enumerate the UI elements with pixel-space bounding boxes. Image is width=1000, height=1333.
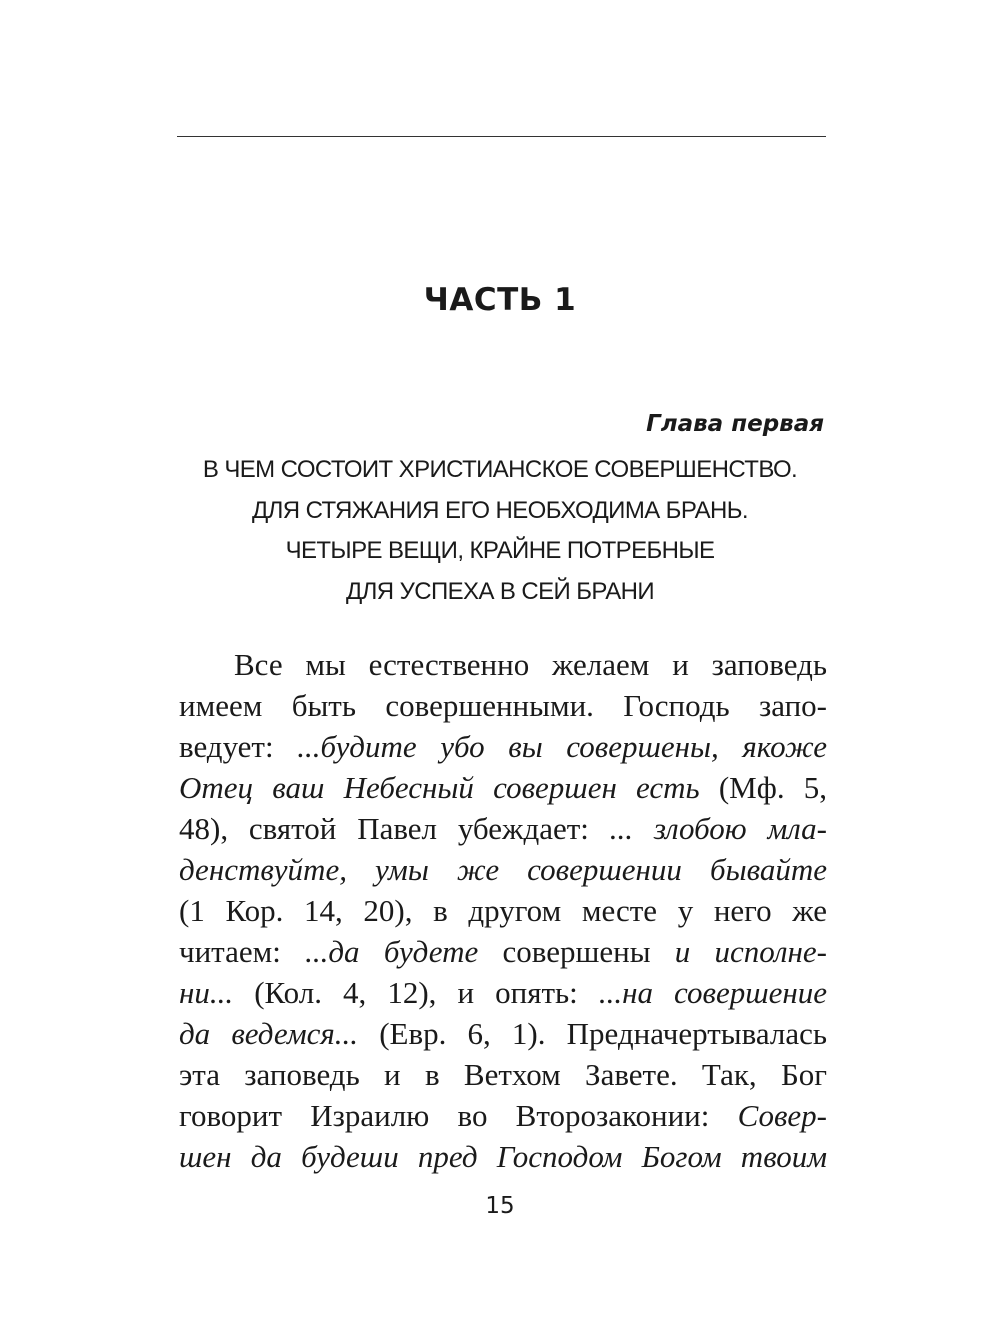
body-line (179, 1054, 827, 1095)
italic-quote: ...да будете (305, 934, 479, 969)
chapter-heading (0, 450, 1000, 612)
body-line (179, 931, 827, 972)
body-text-segment: 48), святой Павел убеждает: (179, 811, 610, 846)
body-line (179, 1095, 827, 1136)
chapter-heading-line: ДЛЯ УСПЕХА В СЕЙ БРАНИ (346, 577, 654, 605)
header-rule (177, 136, 826, 137)
body-text-segment: говорит Израилю во Второзаконии: (179, 1098, 738, 1133)
italic-quote: ...будите убо вы совершены, якоже (297, 729, 828, 764)
body-line (179, 890, 827, 931)
body-line (179, 1136, 827, 1177)
italic-quote: ... злобою мла- (609, 811, 827, 846)
body-line (179, 1013, 827, 1054)
body-line (179, 849, 827, 890)
italic-quote: ни... (179, 975, 234, 1010)
body-text-segment: (Кол. 4, 12), и опять: (233, 975, 599, 1010)
body-line (179, 644, 827, 685)
body-text-segment: (Мф. 5, (699, 770, 828, 805)
italic-quote: да ведемся... (179, 1016, 359, 1051)
chapter-heading-line: В ЧЕМ СОСТОИТ ХРИСТИАНСКОЕ СОВЕРШЕНСТВО. (202, 456, 798, 483)
body-text-segment: ведует: (179, 729, 298, 764)
chapter-heading-line: ДЛЯ СТЯЖАНИЯ ЕГО НЕОБХОДИМА БРАНЬ. (251, 496, 748, 524)
body-text (179, 644, 827, 1177)
body-line (179, 767, 827, 808)
italic-quote: ...на совершение (598, 975, 828, 1010)
body-line (179, 972, 827, 1013)
body-line (179, 685, 827, 726)
body-text-segment: читаем: (179, 934, 306, 969)
italic-quote: шен да будеши пред Господом Богом твоим (179, 1139, 828, 1174)
body-text-segment: эта заповедь и в Ветхом Завете. Так, Бог (179, 1057, 828, 1092)
body-text-segment: (Евр. 6, 1). Предначертывалась (358, 1016, 827, 1051)
italic-quote: и исполне- (674, 934, 828, 969)
italic-quote: денствуйте, умы же совершении бывайте (179, 852, 827, 887)
body-text-segment: имеем быть совершенными. Господь запо- (179, 688, 827, 723)
italic-quote: Совер- (737, 1098, 828, 1133)
body-text-segment: (1 Кор. 14, 20), в другом месте у него же (179, 893, 828, 928)
chapter-heading-line: ЧЕТЫРЕ ВЕЩИ, КРАЙНЕ ПОТРЕБНЫЕ (285, 537, 715, 564)
page-number: 15 (485, 1193, 515, 1219)
body-line (179, 808, 827, 849)
body-text-segment: Все мы естественно желаем и заповедь (234, 647, 828, 682)
part-title: ЧАСТЬ 1 (423, 282, 577, 318)
body-text-segment: совершены (478, 934, 675, 969)
body-line (179, 726, 827, 767)
italic-quote: Отец ваш Небесный совершен есть (179, 770, 700, 805)
chapter-label: Глава первая (646, 411, 824, 437)
